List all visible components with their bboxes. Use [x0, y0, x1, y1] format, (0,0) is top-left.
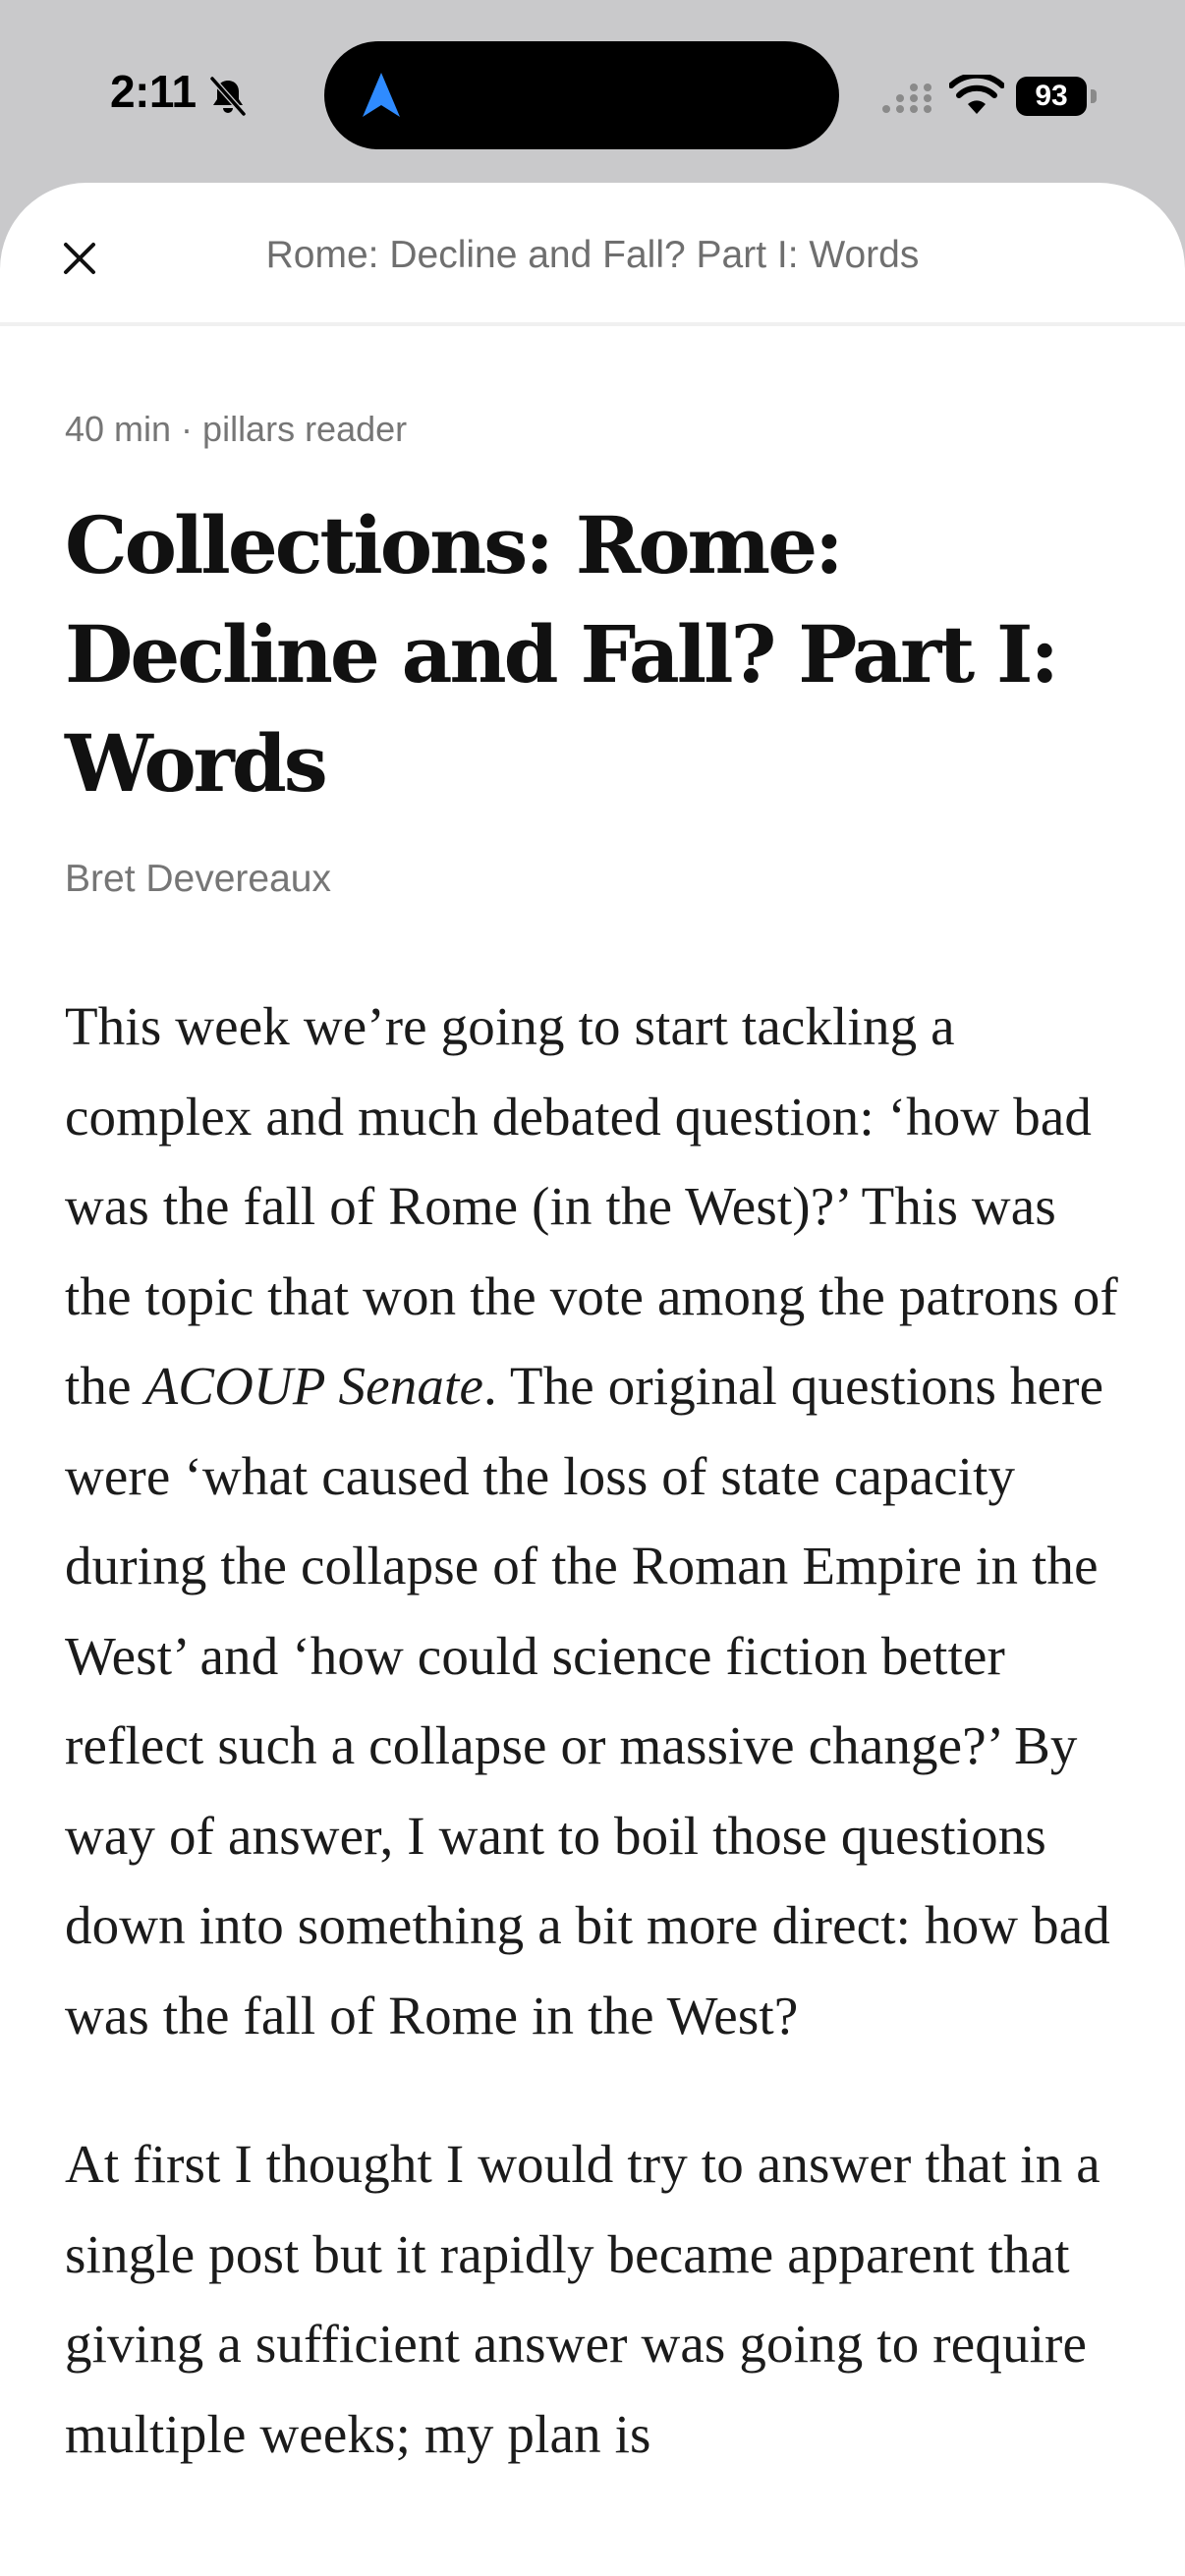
header-title: Rome: Decline and Fall? Part I: Words [265, 234, 920, 276]
paragraph-text: This week we’re going to start tackling a complex and much debated question: ‘how bad was the fall of Rome (in the West)?’ This was the topic that won the vote among the patrons of the [65, 996, 1118, 1416]
status-bar [0, 0, 1185, 187]
paragraph-text: . The original questions here were ‘what caused the loss of state capacity during the collapse of the Roman Empire in the West’ and ‘how could science fiction better reflect such a collapse or massive change?’ By way of answer, I want to boil those questions down into something a bit more direct: how bad was the fall of Rome in the West? [65, 1356, 1110, 2045]
battery-level: 93 [1016, 77, 1087, 116]
battery-tip [1091, 89, 1097, 103]
status-time: 2:11 [110, 66, 197, 117]
article-meta: 40 min · pillars reader [65, 409, 408, 449]
article-body[interactable] [65, 326, 1126, 2479]
navigation-arrow-icon [360, 71, 403, 120]
close-icon [63, 242, 96, 275]
article-title: Collections: Rome: Decline and Fall? Part I: Words [65, 499, 1056, 810]
wifi-icon [949, 75, 1004, 116]
article-paragraph: At first I thought I would try to answer that in a single post but it rapidly became apparent that giving a sufficient answer was going to require multiple weeks; my plan is [65, 2134, 1100, 2464]
reader-sheet [0, 183, 1185, 2576]
cellular-signal-icon [880, 79, 937, 116]
dynamic-island[interactable] [324, 41, 839, 149]
senate-link-text: ACOUP Senate [144, 1356, 484, 1416]
battery-icon [1016, 77, 1097, 116]
sheet-header [0, 183, 1185, 326]
article-author[interactable]: Bret Devereaux [65, 858, 331, 900]
bell-slash-icon [206, 75, 250, 118]
article-paragraph [65, 981, 1126, 2060]
close-button[interactable] [49, 228, 110, 289]
